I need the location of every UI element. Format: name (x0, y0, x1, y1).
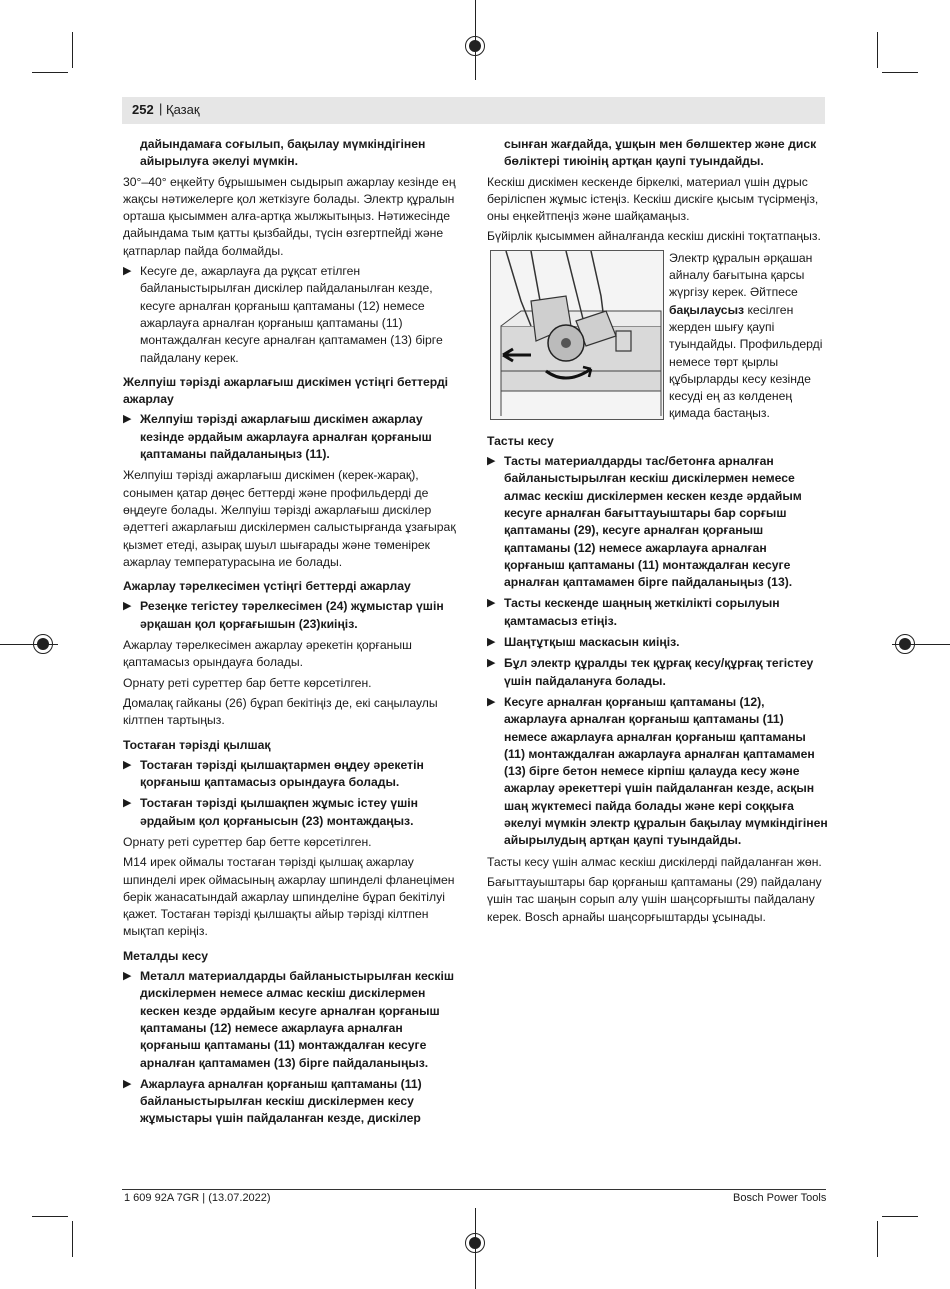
bullet-arrow-icon: ▶ (123, 265, 132, 278)
footer-brand: Bosch Power Tools (733, 1192, 827, 1204)
paragraph: М14 ирек оймалы тостаған тәрізді қылшақ ажарлау шпинделі ирек оймасының ажарлау шпинделі фланецімен берік жанасатындай ажарлау шпинделіне бұрап бекітілуі қажет. Тостаған тәрізді қылшақты айыр тәрізді кілтпен мықтап керіңіз. (123, 855, 455, 939)
bullet-item (487, 595, 829, 630)
paragraph: Ажарлау тәрелкесімен ажарлау әрекетін қорғаныш қаптамасыз орындауға болады. (123, 638, 412, 670)
registration-mark-icon (465, 36, 485, 56)
bullet-item (123, 1076, 463, 1128)
bullet-text: Шаңтұтқыш маскасын киіңіз. (504, 635, 680, 650)
bullet-text: Металл материалдарды байланыстырылған кескіш дискілермен немесе алмас кескіш дискілермен кескен кезде әрдайым кесуге арналған қорғаныш қаптаманы (12) немесе ажарлауға арналған қорғаныш қаптаманы (11) монтаждалған кесуге арналған қаптамамен (13) бірге пайдаланыңыз. (140, 969, 454, 1070)
bullet-arrow-icon: ▶ (123, 970, 132, 983)
bullet-arrow-icon: ▶ (123, 413, 132, 426)
paragraph: Домалақ гайканы (26) бұрап бекітіңіз де, екі саңылаулы кілтпен тартыңыз. (123, 695, 438, 728)
bullet-item (123, 411, 463, 463)
registration-mark-icon (33, 634, 53, 654)
right-column (487, 136, 829, 929)
footer-document-id: 1 609 92A 7GR | (13.07.2022) (124, 1192, 271, 1204)
bullet-arrow-icon: ▶ (487, 597, 496, 610)
bullet-text: Тостаған тәрізді қылшақпен жұмыс істеу үшін әрдайым қол қорғанысын (23) монтаждаңыз. (140, 796, 419, 828)
bullet-arrow-icon: ▶ (487, 636, 496, 649)
crop-mark (877, 32, 878, 68)
paragraph: Тасты кесу үшін алмас кескіш дискілерді пайдаланған жөн. (487, 854, 822, 869)
caption-text: Электр құралын әрқашан айналу бағытына қарсы жүргізу керек. Әйтпесе (669, 250, 813, 300)
paragraph: Бағыттауыштары бар қорғаныш қаптаманы (29) пайдалану үшін тас шаңын сорып алу үшін шаңсорғышты пайдалану керек. Bosch арнайы шаңсорғыштарды ұсынады. (487, 874, 822, 924)
bullet-item (123, 795, 463, 830)
crop-mark (32, 1216, 68, 1217)
section-heading: Тостаған тәрізді қылшақ (123, 737, 271, 752)
bullet-text: Ажарлауға арналған қорғаныш қаптаманы (11) байланыстырылған кескіш дискілермен кесу жұмыстары үшін пайдаланған кезде, дискілер (140, 1076, 422, 1126)
paragraph: Орнату реті суреттер бар бетте көрсетілген. (123, 675, 372, 690)
bullet-item (487, 694, 829, 850)
figure-caption (669, 250, 827, 423)
bullet-item (123, 757, 463, 792)
section-heading: Ажарлау тәрелкесімен үстіңгі беттерді ажарлау (123, 579, 411, 594)
bullet-item (123, 598, 463, 633)
bullet-text: Бұл электр құралды тек құрғақ кесу/құрғақ тегістеу үшін пайдалануға болады. (504, 656, 814, 688)
crop-mark (32, 72, 68, 73)
section-heading: Желпуіш тәрізді ажарлағыш дискімен үстіңгі беттерді ажарлау (123, 374, 449, 407)
bullet-arrow-icon: ▶ (487, 695, 496, 708)
section-heading: Металды кесу (123, 948, 209, 963)
crop-mark (882, 1216, 918, 1217)
left-column (123, 136, 463, 1132)
bullet-item (123, 263, 463, 367)
paragraph: дайындамаға соғылып, бақылау мүмкіндігінен айырылуға әкелуі мүмкін. (140, 137, 426, 169)
caption-text: кесілген жерден шығу қаупі туындайды. Профильдерді немесе төрт қырлы құбырларды кесу кезінде кесуді ең аз көлденең қимада бастаңыз. (669, 302, 823, 421)
bullet-arrow-icon: ▶ (123, 1077, 132, 1090)
bullet-text: Желпуіш тәрізді ажарлағыш дискімен ажарлау кезінде әрдайым ажарлауға арналған қорғаныш қаптаманы пайдаланыңыз (11). (140, 412, 432, 462)
header-language: Қазақ (166, 102, 200, 117)
page-number: 252 (132, 102, 154, 117)
bullet-arrow-icon: ▶ (487, 657, 496, 670)
bullet-item (123, 968, 463, 1072)
bullet-arrow-icon: ▶ (123, 758, 132, 771)
bullet-text: Кесуге де, ажарлауға да рұқсат етілген байланыстырылған дискілер пайдаланылған кезде, кесуге арналған қорғаныш қаптаманы (12) немесе ажарлауға арналған қорғаныш қаптаманы (11) монтаждалған кесуге арналған қаптамамен (13) бірге пайдалану керек. (140, 264, 443, 365)
registration-mark-icon (895, 634, 915, 654)
crop-mark (882, 72, 918, 73)
angle-grinder-cutting-icon (491, 251, 663, 419)
bullet-item (487, 453, 829, 591)
bullet-arrow-icon: ▶ (123, 600, 132, 613)
crop-mark (72, 32, 73, 68)
paragraph: Кескіш дискімен кескенде біркелкі, материал үшін дұрыс беріліспен жұмыс істеңіз. Кескіш дискіге қысым түсірмеңіз, оны еңкейтпеңіз және шайқамаңыз. (487, 174, 819, 224)
figure-block (487, 250, 829, 425)
crop-mark (877, 1221, 878, 1257)
crop-mark (72, 1221, 73, 1257)
bullet-text: Резеңке тегістеу тәрелкесімен (24) жұмыстар үшін әрқашан қол қорғағышын (23)киіңіз. (140, 599, 444, 631)
paragraph: Бүйірлік қысыммен айналғанда кескіш дискіні тоқтатпаңыз. (487, 229, 821, 244)
paragraph: сынған жағдайда, ұшқын мен бөлшектер және диск бөліктері тиюінің артқан қаупі туындайды. (504, 137, 817, 169)
bullet-arrow-icon: ▶ (487, 455, 496, 468)
bullet-text: Тасты кескенде шаңның жеткілікті сорылуын қамтамасыз етіңіз. (504, 596, 780, 628)
paragraph: 30°–40° еңкейту бұрышымен сыдырып ажарлау кезінде ең жақсы нәтижелерге қол жеткізуге болады. Электр құралын орташа қысыммен алға-артқа жылжытыңыз. Нәтижесінде дайындама тым қатты қызбайды, түсін өзгертпейді және қатпарлар пайда болмайды. (123, 174, 456, 258)
paragraph: Желпуіш тәрізді ажарлағыш дискімен (керек-жарақ), сонымен қатар дөңес беттерді және профильдерді де өңдеуге болады. Желпуіш тәрізді ажарлағыш дискілер әдеттегі ажарлағыш дискілермен салыстырғанда ұзағырақ қызмет етеді, азырақ шуыл шығарады және төменірек ажарлау температурасына ие болады. (123, 468, 456, 569)
section-heading: Тасты кесу (487, 433, 554, 448)
caption-bold-text: бақылаусыз (669, 302, 745, 317)
bullet-text: Кесуге арналған қорғаныш қаптаманы (12), ажарлауға арналған қорғаныш қаптаманы (11) немесе ажарлауға арналған қорғаныш қаптаманы (11) монтаждалған ажарлауға арналған қаптамамен (13) бірге бетон немесе кірпіш қалауда кесу және ажарлау әрекеттері үшін пайдаланған кезде, асқын шаң жүктемесі пайда болады және кері соққыға әкелуі мүмкін электр құралын бақылау мүмкіндігінен айырылудың артқан қаупі туындайды. (504, 694, 828, 848)
page-header (122, 97, 825, 124)
bullet-item (487, 655, 829, 690)
bullet-arrow-icon: ▶ (123, 797, 132, 810)
bullet-text: Тасты материалдарды тас/бетонға арналған байланыстырылған кескіш дискілермен немесе алмас кескіш дискілермен кескен кезде әрдайым кесуге арналған бағыттауыштары бар сорғыш қаптаманы (29), кесуге арналған қорғаныш қаптаманы (12) немесе ажарлауға арналған қорғаныш қаптаманы (11) монтаждалған кесуге арналған қаптамамен бірге пайдаланыңыз (13). (504, 454, 802, 590)
bullet-text: Тостаған тәрізді қылшақтармен өңдеу әрекетін қорғаныш қаптамасыз орындауға болады. (140, 757, 424, 790)
header-separator: | (159, 101, 163, 116)
footer-divider (122, 1189, 826, 1190)
bullet-item (487, 634, 829, 651)
registration-mark-icon (465, 1233, 485, 1253)
cutting-illustration (490, 250, 664, 420)
paragraph: Орнату реті суреттер бар бетте көрсетілген. (123, 834, 372, 849)
